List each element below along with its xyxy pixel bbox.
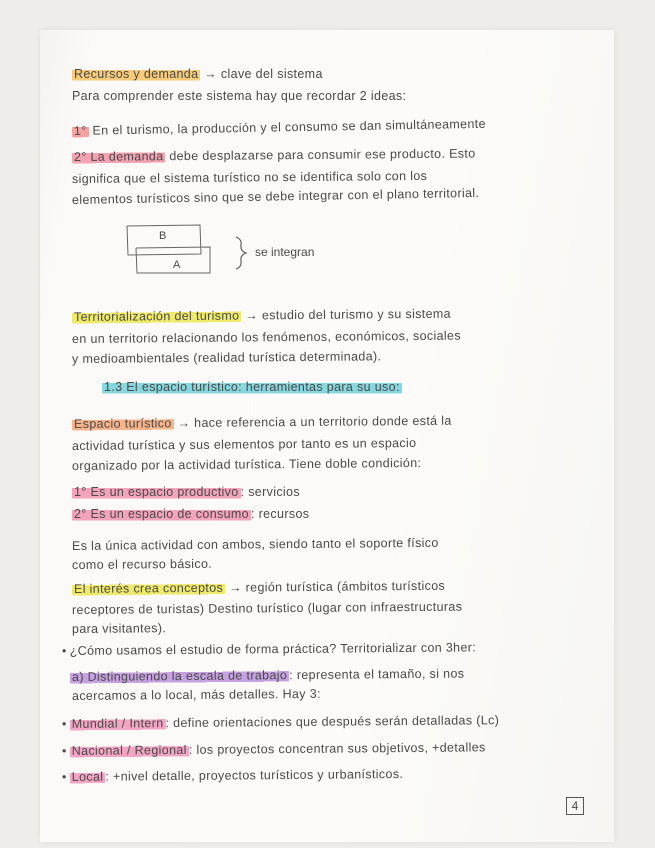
note-text: : servicios — [240, 485, 300, 499]
highlight-interes-crea-conceptos: El interés crea conceptos — [73, 580, 224, 596]
note-text: Para comprender este sistema hay que recordar 2 ideas: — [72, 89, 407, 103]
note-text: actividad turística y sus elementos por tanto es un espacio — [71, 435, 417, 453]
note-line-idea-2 — [72, 145, 476, 166]
highlight-local: Local — [71, 769, 104, 784]
note-line — [72, 328, 461, 348]
note-line-territorializacion — [72, 306, 451, 326]
note-line — [72, 348, 381, 368]
note-text: receptores de turistas) Destino turístico (lugar con infraestructuras — [71, 599, 463, 617]
note-line — [72, 599, 462, 619]
note-line-espacio-turistico — [72, 413, 452, 433]
note-text: significa que el sistema turístico no se identifica solo con los — [71, 168, 428, 186]
note-line-recursos-demanda — [72, 66, 323, 83]
note-line-intro — [72, 88, 406, 105]
note-text: → estudio del turismo y su sistema — [241, 306, 452, 323]
note-line-condicion-2 — [72, 506, 309, 523]
highlight-recursos-y-demanda: Recursos y demanda — [74, 67, 199, 81]
note-line — [72, 168, 427, 188]
note-line — [72, 686, 321, 705]
note-line-condicion-1 — [72, 484, 300, 501]
note-text: para visitantes). — [71, 621, 167, 636]
note-text: → hace referencia a un territorio donde está la — [173, 413, 452, 431]
note-text: en un territorio relacionando los fenómenos, económicos, sociales — [71, 328, 461, 346]
note-line — [72, 435, 417, 455]
note-text: : recursos — [250, 507, 310, 521]
note-text: y medioambientales (realidad turística determinada). — [71, 349, 382, 366]
note-line-local — [62, 766, 403, 786]
note-text: → clave del sistema — [200, 67, 323, 81]
bullet: • — [61, 743, 67, 758]
note-text: : define orientaciones que después serán detalladas (Lc) — [165, 713, 500, 731]
note-text: : los proyectos concentran sus objetivos, +detalles — [188, 740, 486, 757]
bullet: • — [61, 716, 67, 731]
box-b-label: B — [159, 230, 167, 242]
highlight-idea-2: 2° La demanda — [73, 149, 164, 164]
section-heading — [102, 379, 402, 396]
note-line — [72, 620, 166, 638]
box-a-label: A — [173, 259, 181, 271]
note-text: acercamos a lo local, más detalles. Hay 3: — [71, 686, 321, 703]
note-line — [72, 556, 212, 574]
note-line-escala — [70, 666, 464, 686]
highlight-espacio-productivo: 1° Es un espacio productivo — [74, 485, 239, 499]
note-text: : representa el tamaño, si nos — [289, 666, 465, 683]
note-text: → región turística (ámbitos turísticos — [225, 578, 446, 595]
highlight-section-heading: 1.3 El espacio turístico: herramientas para su uso: — [104, 380, 400, 394]
note-text: : +nivel detalle, proyectos turísticos y urbanísticos. — [105, 767, 404, 784]
note-text: como el recurso básico. — [71, 556, 213, 572]
integration-diagram — [120, 220, 360, 280]
page-number: 4 — [566, 797, 584, 815]
bullet: • — [61, 769, 67, 784]
bullet: • — [61, 643, 67, 658]
brace-icon — [236, 237, 246, 269]
highlight-idea-1: 1° — [73, 123, 87, 138]
highlight-nacional: Nacional / Regional — [71, 742, 187, 758]
note-text: organizado por la actividad turística. Tiene doble condición: — [71, 455, 422, 473]
note-line — [72, 535, 439, 555]
highlight-mundial: Mundial / Intern — [71, 716, 164, 731]
note-line — [72, 455, 421, 475]
note-text: Es la única actividad con ambos, siendo tanto el soporte físico — [71, 535, 439, 553]
note-line-pregunta — [62, 639, 476, 660]
note-text: debe desplazarse para consumir ese producto. Esto — [165, 146, 476, 164]
note-text: ¿Cómo usamos el estudio de forma práctica? Territorializar con 3her: — [69, 640, 477, 658]
note-line-interes — [72, 578, 445, 598]
highlight-espacio-turistico: Espacio turístico — [73, 416, 172, 431]
brace-label: se integran — [255, 245, 315, 259]
highlight-espacio-consumo: 2° Es un espacio de consumo — [74, 507, 249, 521]
note-text: En el turismo, la producción y el consumo se dan simultáneamente — [88, 116, 486, 138]
highlight-territorializacion: Territorialización del turismo — [73, 308, 240, 324]
note-text: elementos turísticos sino que se debe integrar con el plano territorial. — [71, 185, 480, 207]
highlight-escala-de-trabajo: a) Distinguiendo la escala de trabajo — [71, 668, 288, 684]
